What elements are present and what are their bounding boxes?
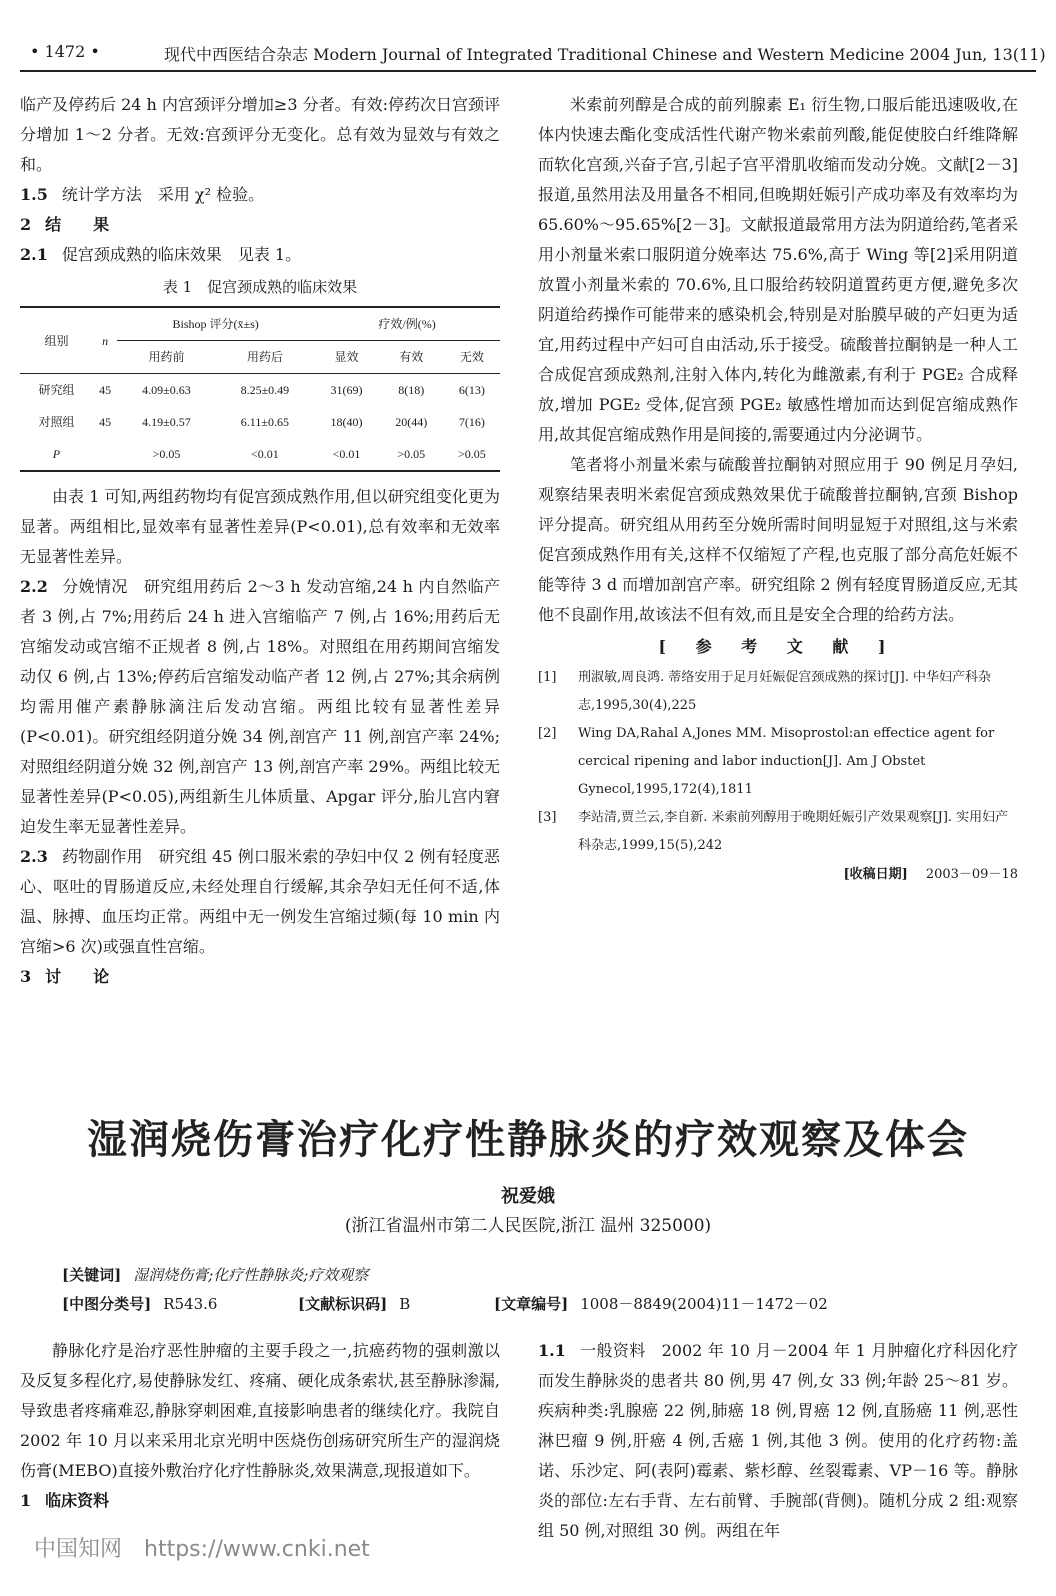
left-column xyxy=(20,90,500,992)
table-header-valid: 有效 xyxy=(379,341,444,374)
article-author: 祝爱娥 xyxy=(501,1186,555,1207)
article-affiliation: (浙江省温州市第二人民医院,浙江 温州 325000) xyxy=(344,1216,712,1236)
reference-item: [2] Wing DA,Rahal A,Jones MM. Misoprostol:an effectice agent for cercical ripening and labor induction[J]. Am J Obstet Gynecol,1995,172(4),1811 xyxy=(538,726,995,797)
table-header-after: 用药后 xyxy=(216,341,314,374)
side-effects-paragraph: 2.3 药物副作用 研究组 45 例口服米索的孕妇中仅 2 例有轻度恶心、呕吐的胃肠道反应,未经处理自行缓解,其余孕妇无任何不适,体温、脉搏、血压均正常。两组中无一例发生宫缩过频(每 10 min 内宫缩>6 次)或强直性宫缩。 xyxy=(20,847,500,956)
references-heading: [ 参 考 文 献 ] xyxy=(658,637,898,656)
header-rule xyxy=(20,70,1036,72)
keywords-line: [关键词] 湿润烧伤膏;化疗性静脉炎;疗效观察 xyxy=(62,1266,369,1284)
discussion-paragraph-1: 米索前列醇是合成的前列腺素 E₁ 衍生物,口服后能迅速吸收,在体内快速去酯化变成活性代谢产物米索前列酸,能促使胶白纤维降解而软化宫颈,兴奋子宫,引起子宫平滑肌收缩而发动分娩。文献[2－3]报道,虽然用法及用量各不相同,但晚期妊娠引产成功率及有效率均为 65.60%～95.65%[2－3]。文献报道最常用方法为阴道给药,笔者采用小剂量米索口服阴道分娩率达 75.6%,高于 Wing 等[2]采用阴道放置小剂量米索的 70.6%,且口服给药较阴道置药更方便,避免多次阴道给药操作可能带来的感染机会,特别是对胎膜早破的产妇更为适宜,用药过程中产妇可自由活动,乐于接受。硫酸普拉酮钠是一种人工合成促宫颈成熟剂,注射入体内,转化为雌激素,有利于 PGE₂ 合成释放,增加 PGE₂ 受体,促宫颈 PGE₂ 敏感性增加而达到促宫缩成熟作用,故其促宫缩成熟作用是间接的,需要通过内分泌调节。 xyxy=(538,95,1018,444)
reference-item: [1] 刑淑敏,周良鸿. 蒂络安用于足月妊娠促宫颈成熟的探讨[J]. 中华妇产科杂志,1995,30(4),225 xyxy=(538,670,992,713)
article-section-1-heading: 1 临床资料 xyxy=(20,1491,110,1510)
table-header-group: 组别 xyxy=(20,307,93,374)
right-column xyxy=(538,90,1018,890)
table-header-effect: 疗效/例(%) xyxy=(314,307,500,341)
article-general-data-paragraph: 1.1 一般资料 2002 年 10 月－2004 年 1 月肿瘤化疗科因化疗而发生静脉炎的患者共 80 例,男 47 例,女 33 例;年龄 25～81 岁。疾病种类:乳腺癌 22 例,肺癌 18 例,胃癌 12 例,直肠癌 11 例,恶性淋巴瘤 9 例,肝癌 4 例,舌癌 1 例,其他 3 例。使用的化疗药物:盖诺、乐沙定、阿(表阿)霉素、紫杉醇、丝裂霉素、VP－16 等。静脉炎的部位:左右手背、左右前臂、手腕部(背侧)。随机分成 2 组:观察组 50 例,对照组 30 例。两组在年 xyxy=(538,1341,1018,1540)
page-number: • 1472 • xyxy=(30,42,100,61)
table-header-n: n xyxy=(93,307,117,374)
article-title: 湿润烧伤膏治疗化疗性静脉炎的疗效观察及体会 xyxy=(87,1117,969,1163)
section-2-heading: 2 结 果 xyxy=(20,215,110,234)
section-2-1-heading: 2.1 促宫颈成熟的临床效果 见表 1。 xyxy=(20,245,302,264)
table-header-invalid: 无效 xyxy=(444,341,500,374)
article-left-column xyxy=(20,1336,500,1516)
table-row: 对照组 45 4.19±0.57 6.11±0.65 18(40) 20(44) 7(16) xyxy=(38,415,485,429)
table-row: 研究组 45 4.09±0.63 8.25±0.49 31(69) 8(18) 6(13) xyxy=(38,383,485,397)
reference-item: [3] 李站清,贾兰云,李自新. 米索前列醇用于晚期妊娠引产效果观察[J]. 实用妇产科杂志,1999,15(5),242 xyxy=(538,810,1009,853)
table-1-summary-paragraph: 由表 1 可知,两组药物均有促宫颈成熟作用,但以研究组变化更为显著。两组相比,显效率有显著性差异(P<0.01),总有效率和无效率无显著性差异。 xyxy=(20,487,500,566)
classification-line: [中图分类号] R543.6 [文献标识码] B [文章编号] 1008－8849(2004)11－1472－02 xyxy=(62,1295,828,1313)
received-date: [收稿日期] 2003－09－18 xyxy=(843,867,1018,882)
table-1-caption: 表 1 促宫颈成熟的临床效果 xyxy=(162,278,358,296)
table-header-bishop: Bishop 评分(x̄±s) xyxy=(117,307,314,341)
article-right-column xyxy=(538,1336,1018,1546)
cnki-watermark: 中国知网 https://www.cnki.net xyxy=(34,1537,370,1562)
delivery-paragraph: 2.2 分娩情况 研究组用药后 2～3 h 发动宫缩,24 h 内自然临产者 3 例,占 7%;用药后 24 h 进入宫缩临产 7 例,占 16%;用药后无宫缩发动或宫缩不正规者 8 例,占 18%。对照组在用药期间宫缩发动仅 6 例,占 13%;停药后宫缩发动临产者 12 例,占 27%;其余病例均需用催产素静脉滴注后发动宫缩。两组比较有显著性差异(P<0.01)。研究组经阴道分娩 34 例,剖宫产 11 例,剖宫产率 24%;对照组经阴道分娩 32 例,剖宫产 13 例,剖宫产率 29%。两组比较无显著性差异(P<0.05),两组新生儿体质量、Apgar 评分,胎儿宫内窘迫发生率无显著性差异。 xyxy=(20,577,500,836)
evaluation-criteria-paragraph: 临产及停药后 24 h 内宫颈评分增加≥3 分者。有效:停药次日宫颈评分增加 1～2 分者。无效:宫颈评分无变化。总有效为显效与有效之和。 xyxy=(20,95,500,174)
journal-header: 现代中西医结合杂志 Modern Journal of Integrated Traditional Chinese and Western Medicine 2004 Jun, 13(11) xyxy=(164,45,1046,64)
table-row: P >0.05 <0.01 <0.01 >0.05 >0.05 xyxy=(20,438,500,471)
table-header-before: 用药前 xyxy=(117,341,215,374)
table-header-marked: 显效 xyxy=(314,341,379,374)
section-1-5-heading: 1.5 统计学方法 采用 χ² 检验。 xyxy=(20,185,265,204)
article-intro-paragraph: 静脉化疗是治疗恶性肿瘤的主要手段之一,抗癌药物的强刺激以及反复多程化疗,易使静脉发红、疼痛、硬化成条索状,甚至静脉渗漏,导致患者疼痛难忍,静脉穿刺困难,直接影响患者的继续化疗。我院自 2002 年 10 月以来采用北京光明中医烧伤创疡研究所生产的湿润烧伤膏(MEBO)直接外敷治疗化疗性静脉炎,效果满意,现报道如下。 xyxy=(20,1341,500,1480)
discussion-paragraph-2: 笔者将小剂量米索与硫酸普拉酮钠对照应用于 90 例足月孕妇,观察结果表明米索促宫颈成熟效果优于硫酸普拉酮钠,宫颈 Bishop 评分提高。研究组从用药至分娩所需时间明显短于对照组,这与米索促宫颈成熟作用有关,这样不仅缩短了产程,也克服了部分高危妊娠不能等待 3 d 而增加剖宫产率。研究组除 2 例有轻度胃肠道反应,无其他不良副作用,故该法不但有效,而且是安全合理的给药方法。 xyxy=(538,455,1018,624)
section-3-heading: 3 讨 论 xyxy=(20,967,110,986)
table-1 xyxy=(20,306,500,472)
